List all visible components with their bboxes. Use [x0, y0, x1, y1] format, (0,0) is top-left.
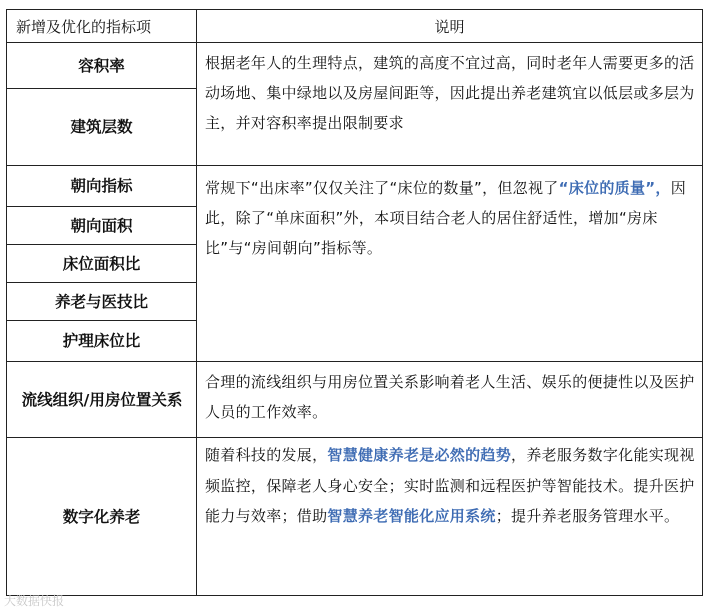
- indicator-label: 数字化养老: [62, 507, 141, 526]
- description-segment: ；提升养老服务管理水平。: [495, 507, 680, 525]
- table-border: [702, 9, 703, 596]
- description-segment: 常规下“出床率”仅仅关注了“床位的数量”，但忽视了: [205, 179, 559, 197]
- description-text: [197, 440, 702, 532]
- table-border: [6, 361, 703, 362]
- description-segment: ，养老服务数字化能实现视频监控，保障老人身心安全；实时监测和远程医护等智能技术。提升医护能力与效率；借助: [205, 446, 695, 525]
- indicator-label: 床位面积比: [62, 254, 141, 273]
- indicator-label: 护理床位比: [62, 332, 141, 350]
- indicator-label: 容积率: [78, 56, 125, 75]
- watermark: 大数据快报: [4, 594, 65, 608]
- description-segment: 因此，除了“单床面积”外，本项目结合老人的居住舒适性，增加“房床比”与“房间朝向”指标等。: [205, 179, 687, 257]
- indicator-table: [6, 9, 703, 595]
- indicator-label: 朝向面积: [70, 216, 133, 235]
- description-text: [197, 173, 702, 263]
- indicator-label: 养老与医技比: [54, 292, 148, 311]
- description-segment: 随着科技的发展，: [205, 446, 328, 464]
- highlight-text: “床位的质量”，: [558, 179, 671, 197]
- description-text: 合理的流线组织与用房位置关系影响着老人生活、娱乐的便捷性以及医护人员的工作效率。: [205, 373, 695, 421]
- indicator-label: 流线组织/用房位置关系: [21, 391, 183, 409]
- description-text: 根据老年人的生理特点，建筑的高度不宜过高，同时老年人需要更多的活动场地、集中绿地以及房屋间距等，因此提出养老建筑宜以低层或多层为主，并对容积率提出限制要求: [205, 54, 695, 132]
- highlight-text: 智慧健康养老是必然的趋势: [327, 446, 512, 464]
- highlight-text: 智慧养老智能化应用系统: [327, 507, 496, 525]
- indicator-label: 建筑层数: [70, 118, 133, 136]
- header-description: 说明: [434, 17, 465, 36]
- header-indicator: 新增及优化的指标项: [16, 17, 152, 36]
- table-border: [6, 595, 703, 596]
- indicator-label: 朝向指标: [70, 177, 133, 195]
